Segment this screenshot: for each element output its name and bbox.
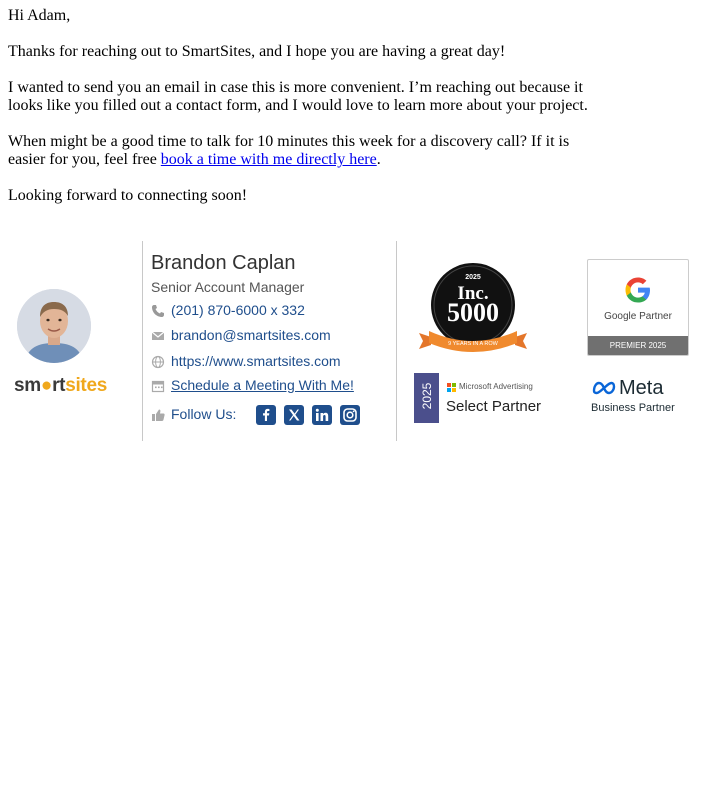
microsoft-advertising-badge	[414, 373, 554, 423]
inc-number: 5000	[447, 298, 499, 327]
inc-brand: Inc.	[457, 283, 489, 304]
ms-brand: Microsoft Advertising	[459, 382, 533, 391]
google-partner-badge	[587, 259, 689, 356]
microsoft-logo-icon	[447, 383, 456, 392]
website-link[interactable]: https://www.smartsites.com	[171, 353, 341, 369]
calendar-icon	[151, 379, 165, 393]
ms-year: 2025	[420, 382, 434, 410]
call-text-end: .	[376, 151, 381, 168]
phone-icon	[151, 304, 165, 318]
person-photo-icon	[17, 289, 91, 363]
google-partner-label: Google Partner	[604, 311, 672, 322]
signature-left-column	[0, 241, 142, 441]
book-time-link[interactable]: book a time with me directly here	[160, 151, 377, 168]
google-g-icon	[623, 275, 653, 305]
instagram-icon[interactable]	[340, 405, 360, 425]
inc-year: 2025	[465, 274, 481, 281]
linkedin-icon[interactable]	[312, 405, 332, 425]
globe-icon	[151, 355, 165, 369]
phone-row	[151, 301, 305, 319]
lightbulb-icon: ●	[40, 375, 53, 396]
google-tier-label: PREMIER 2025	[588, 336, 688, 355]
inc-ribbon: 9 YEARS IN A ROW	[448, 341, 498, 347]
paragraph-reason: I wanted to send you an email in case this is more convenient. I’m reaching out because it looks like you filled out a contact form, and I would love to learn more about your project.	[8, 79, 588, 114]
call-text: When might be a good time to talk for 10 minutes this week for a discovery call? If it is easier for you, feel free	[8, 133, 570, 168]
signature-name: Brandon Caplan	[151, 252, 296, 274]
mail-icon	[151, 329, 165, 343]
signature-role: Senior Account Manager	[151, 279, 305, 295]
follow-row	[151, 403, 360, 425]
email-body	[8, 7, 608, 223]
closing: Looking forward to connecting soon!	[8, 187, 248, 204]
inc-5000-badge	[417, 261, 529, 353]
meta-infinity-icon	[591, 380, 617, 396]
email-row	[151, 326, 331, 344]
meta-sub: Business Partner	[591, 402, 675, 414]
avatar	[17, 289, 91, 363]
ms-title: Select Partner	[446, 398, 542, 415]
smartsites-logo: sm●rtsites	[14, 375, 107, 396]
email-link[interactable]: brandon@smartsites.com	[171, 327, 331, 343]
email-signature	[0, 241, 708, 441]
facebook-icon[interactable]	[256, 405, 276, 425]
partner-badges	[397, 241, 708, 441]
meta-business-partner-badge	[589, 377, 689, 417]
greeting: Hi Adam,	[8, 7, 71, 24]
follow-us-label: Follow Us:	[171, 406, 237, 422]
signature-contact-column	[151, 241, 391, 441]
paragraph-call	[8, 133, 608, 169]
meta-brand: Meta	[619, 377, 664, 399]
paragraph-intro: Thanks for reaching out to SmartSites, and I hope you are having a great day!	[8, 43, 506, 60]
thumbs-up-icon	[151, 408, 165, 422]
website-row	[151, 352, 341, 370]
x-twitter-icon[interactable]	[284, 405, 304, 425]
signature-divider	[142, 241, 143, 441]
schedule-meeting-link[interactable]: Schedule a Meeting With Me!	[171, 377, 354, 393]
meeting-row	[151, 376, 354, 394]
phone-link[interactable]: (201) 870-6000 x 332	[171, 302, 305, 318]
